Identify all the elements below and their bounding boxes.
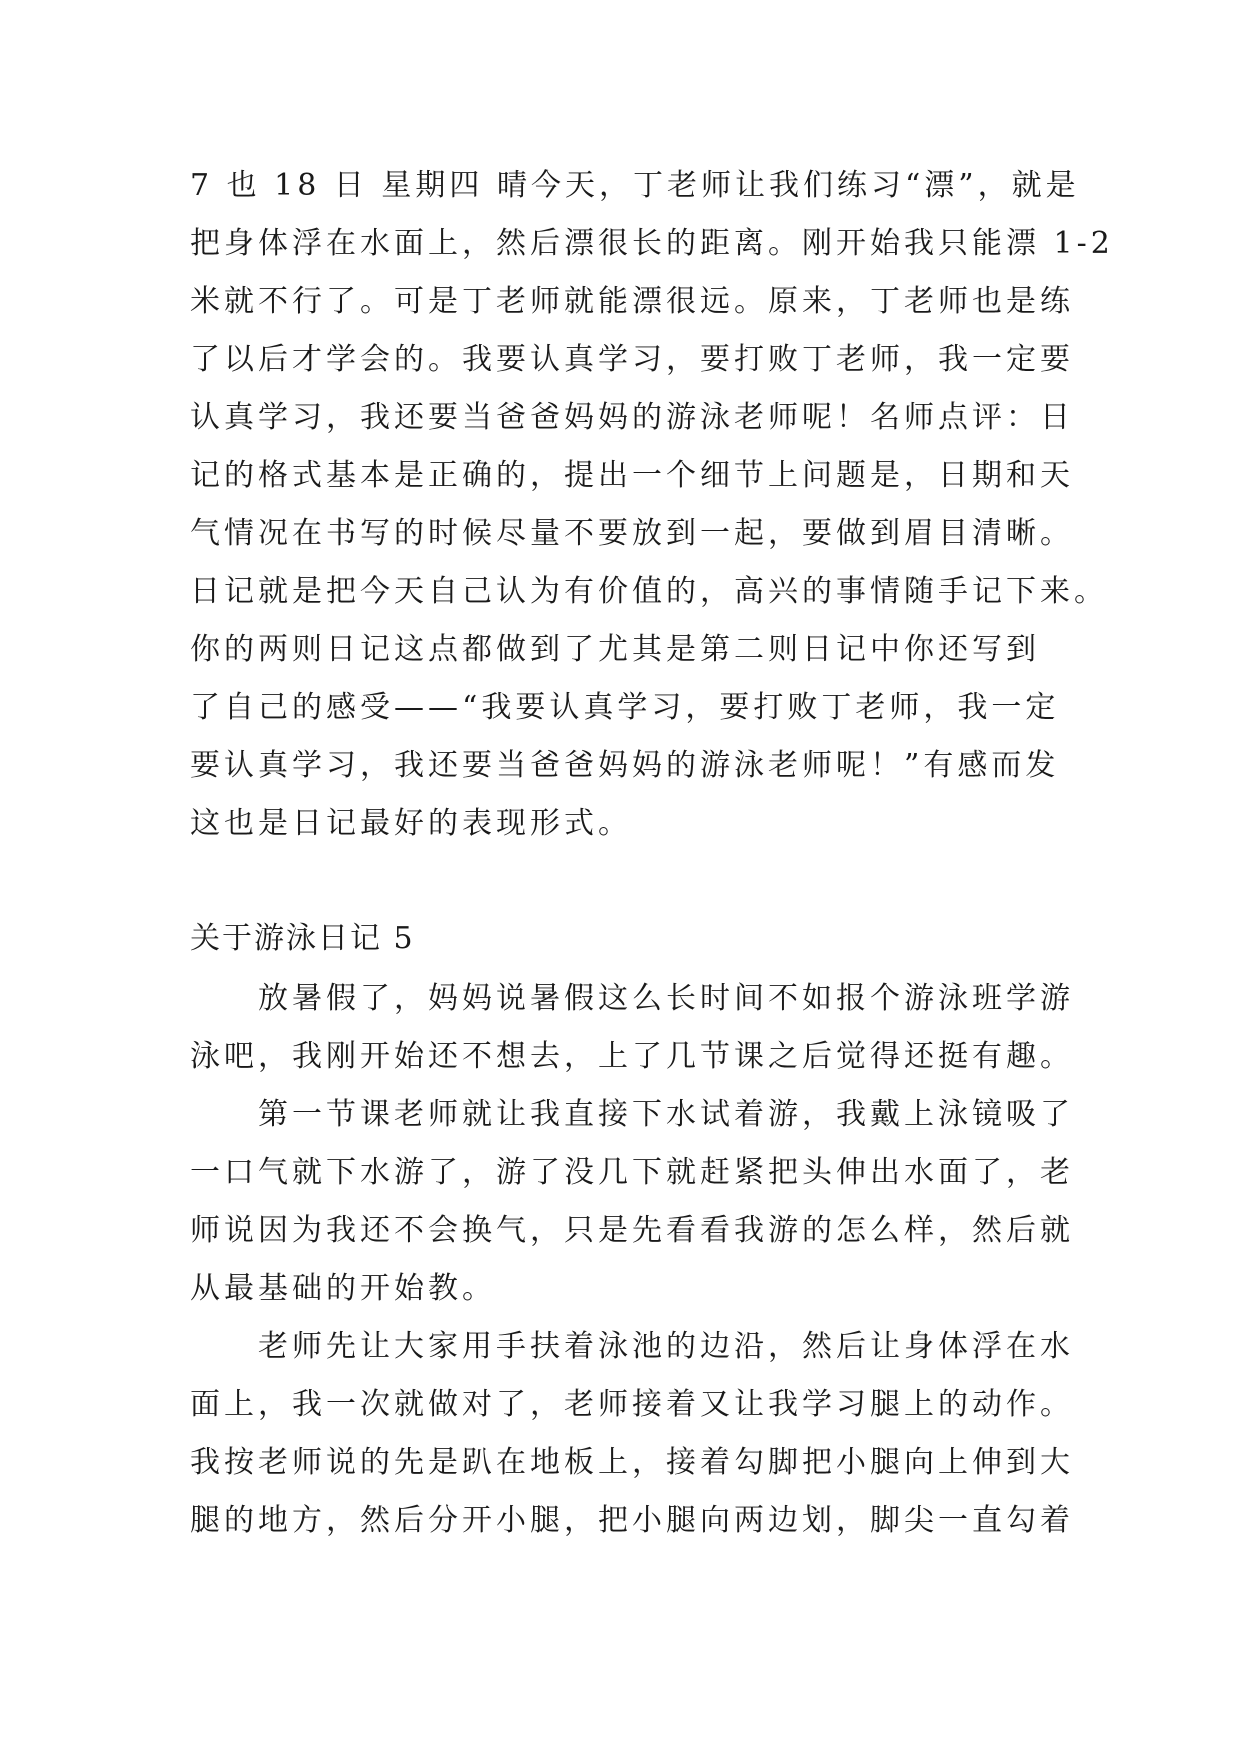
text-line: 日记就是把今天自己认为有价值的，高兴的事情随手记下来。 (190, 574, 1108, 609)
text-line: 了自己的感受——“我要认真学习，要打败丁老师，我一定 (190, 690, 1060, 725)
text-line: 面上，我一次就做对了，老师接着又让我学习腿上的动作。 (190, 1387, 1074, 1422)
section-heading: 关于游泳日记 5 (190, 921, 415, 956)
text-line: 第一节课老师就让我直接下水试着游，我戴上泳镜吸了 (190, 1097, 1074, 1132)
text-line: 我按老师说的先是趴在地板上，接着勾脚把小腿向上伸到大 (190, 1445, 1074, 1480)
text-line: 泳吧，我刚开始还不想去，上了几节课之后觉得还挺有趣。 (190, 1039, 1074, 1074)
text-line: 从最基础的开始教。 (190, 1271, 496, 1306)
text-line: 认真学习，我还要当爸爸妈妈的游泳老师呢！名师点评：日 (190, 400, 1074, 435)
text-line: 你的两则日记这点都做到了尤其是第二则日记中你还写到 (190, 632, 1040, 667)
text-line: 了以后才学会的。我要认真学习，要打败丁老师，我一定要 (190, 342, 1074, 377)
text-line: 腿的地方，然后分开小腿，把小腿向两边划，脚尖一直勾着 (190, 1503, 1074, 1538)
text-line: 放暑假了，妈妈说暑假这么长时间不如报个游泳班学游 (190, 981, 1074, 1016)
text-line: 这也是日记最好的表现形式。 (190, 806, 632, 841)
text-line: 要认真学习，我还要当爸爸妈妈的游泳老师呢！”有感而发 (190, 748, 1060, 783)
text-line: 7 也 18 日 星期四 晴今天，丁老师让我们练习“漂”，就是 (190, 168, 1080, 203)
text-line: 记的格式基本是正确的，提出一个细节上问题是，日期和天 (190, 458, 1074, 493)
diary-body-paragraphs (190, 970, 1074, 1550)
text-line: 师说因为我还不会换气，只是先看看我游的怎么样，然后就 (190, 1213, 1074, 1248)
text-line: 气情况在书写的时候尽量不要放到一起，要做到眉目清晰。 (190, 516, 1074, 551)
diary-entry-paragraph (190, 157, 1114, 853)
text-line: 一口气就下水游了，游了没几下就赶紧把头伸出水面了，老 (190, 1155, 1074, 1190)
text-line: 米就不行了。可是丁老师就能漂很远。原来，丁老师也是练 (190, 284, 1074, 319)
text-line: 把身体浮在水面上，然后漂很长的距离。刚开始我只能漂 1-2 (190, 226, 1114, 261)
text-line: 老师先让大家用手扶着泳池的边沿，然后让身体浮在水 (190, 1329, 1074, 1364)
